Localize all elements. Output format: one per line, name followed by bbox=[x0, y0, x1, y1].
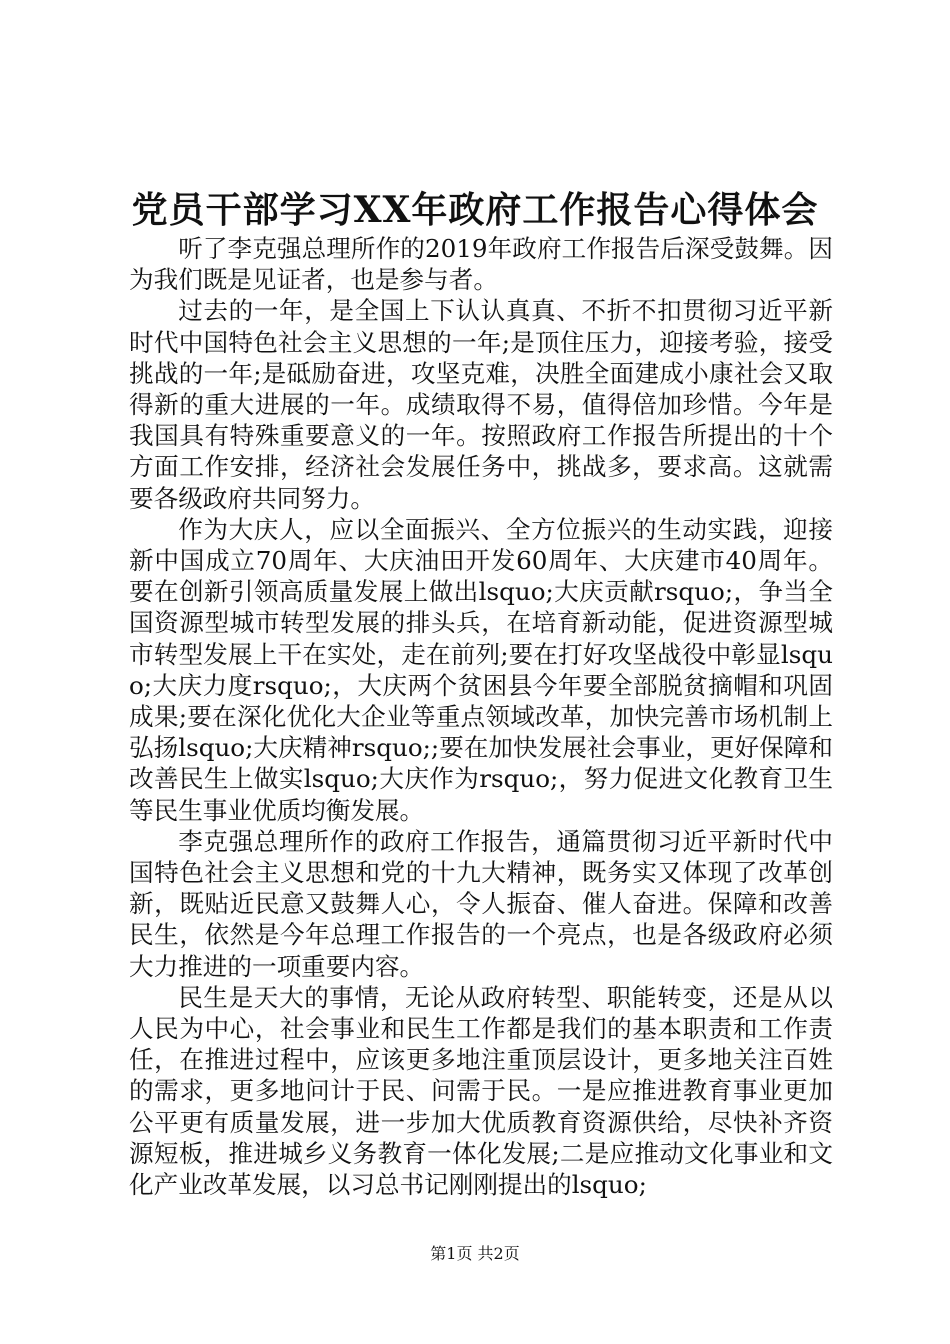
paragraph: 作为大庆人，应以全面振兴、全方位振兴的生动实践，迎接新中国成立70周年、大庆油田开发60周年、大庆建市40周年。要在创新引领高质量发展上做出lsquo;大庆贡献rsquo;，争当全国资源型城市转型发展的排头兵，在培育新动能，促进资源型城市转型发展上干在实处，走在前列;要在打好攻坚战役中彰显lsquo;大庆力度rsquo;，大庆两个贫困县今年要全部脱贫摘帽和巩固成果;要在深化优化大企业等重点领域改革，加快完善市场机制上弘扬lsquo;大庆精神rsquo;;要在加快发展社会事业，更好保障和改善民生上做实lsquo;大庆作为rsquo;，努力促进文化教育卫生等民生事业优质均衡发展。 bbox=[129, 514, 833, 825]
paragraph: 过去的一年，是全国上下认认真真、不折不扣贯彻习近平新时代中国特色社会主义思想的一年;是顶住压力，迎接考验，接受挑战的一年;是砥励奋进，攻坚克难，决胜全面建成小康社会又取得新的重大进展的一年。成绩取得不易，值得倍加珍惜。今年是我国具有特殊重要意义的一年。按照政府工作报告所提出的十个方面工作安排，经济社会发展任务中，挑战多，要求高。这就需要各级政府共同努力。 bbox=[129, 296, 833, 513]
page-footer: 第1页 共2页 bbox=[430, 1244, 520, 1263]
document-title: 党员干部学习XX年政府工作报告心得体会 bbox=[131, 189, 819, 231]
paragraph: 民生是天大的事情，无论从政府转型、职能转变，还是从以人民为中心，社会事业和民生工作都是我们的基本职责和工作责任，在推进过程中，应该更多地注重顶层设计，更多地关注百姓的需求，更多地问计于民、问需于民。一是应推进教育事业更加公平更有质量发展，进一步加大优质教育资源供给，尽快补齐资源短板，推进城乡义务教育一体化发展;二是应推动文化事业和文化产业改革发展，以习总书记刚刚提出的lsquo; bbox=[129, 982, 833, 1200]
paragraph: 李克强总理所作的政府工作报告，通篇贯彻习近平新时代中国特色社会主义思想和党的十九大精神，既务实又体现了改革创新，既贴近民意又鼓舞人心，令人振奋、催人奋进。保障和改善民生，依然是今年总理工作报告的一个亮点，也是各级政府必须大力推进的一项重要内容。 bbox=[129, 826, 833, 981]
document-body bbox=[129, 233, 833, 1200]
paragraph: 听了李克强总理所作的2019年政府工作报告后深受鼓舞。因为我们既是见证者，也是参与者。 bbox=[129, 234, 833, 295]
